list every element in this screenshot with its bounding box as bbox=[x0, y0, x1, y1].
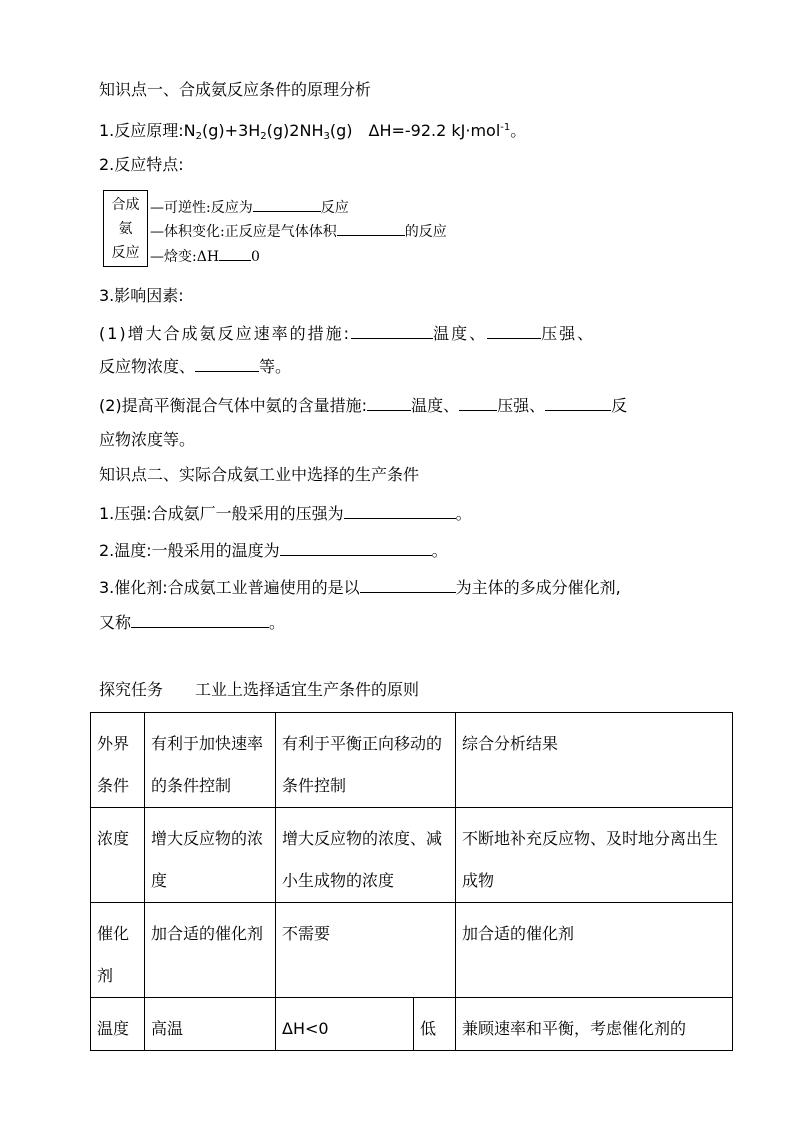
factor-1-line: (1)增大合成氨反应速率的措施: 温度、 压强、 bbox=[99, 324, 596, 343]
table-cell: ΔH<0 bbox=[276, 998, 414, 1051]
fill-blank[interactable] bbox=[545, 395, 611, 411]
fill-blank[interactable] bbox=[360, 577, 456, 593]
fill-blank[interactable] bbox=[219, 245, 251, 261]
fill-blank[interactable] bbox=[131, 612, 269, 628]
table-cell: 兼顾速率和平衡，考虑催化剂的 bbox=[456, 998, 733, 1051]
factor-1-cont: 反应物浓度、 等。 bbox=[99, 357, 292, 376]
table-cell: 增大反应物的浓度、减小生成物的浓度 bbox=[276, 808, 456, 903]
fill-blank[interactable] bbox=[487, 323, 541, 339]
volume-change-line: —体积变化:正反应是气体体积 的反应 bbox=[150, 220, 447, 241]
task-title: 探究任务 工业上选择适宜生产条件的原则 bbox=[99, 680, 420, 699]
header-cell: 综合分析结果 bbox=[456, 713, 733, 808]
table-cell: 浓度 bbox=[91, 808, 145, 903]
box-char: 合成 bbox=[111, 197, 140, 213]
header-cell: 有利于平衡正向移动的条件控制 bbox=[276, 713, 456, 808]
principles-table bbox=[90, 712, 733, 1051]
fill-blank[interactable] bbox=[344, 503, 456, 519]
fill-blank[interactable] bbox=[253, 196, 321, 212]
factor-2-line: (2)提高平衡混合气体中氨的含量措施: 温度、 压强、 反 bbox=[99, 396, 628, 415]
pressure-line: 1.压强:合成氨厂一般采用的压强为 。 bbox=[99, 504, 472, 523]
table-cell: 加合适的催化剂 bbox=[456, 903, 733, 998]
section1-heading: 知识点一、合成氨反应条件的原理分析 bbox=[99, 80, 372, 99]
fill-blank[interactable] bbox=[337, 220, 405, 236]
table-row bbox=[91, 808, 733, 903]
fill-blank[interactable] bbox=[351, 323, 433, 339]
table-header-row bbox=[91, 713, 733, 808]
features-label: 2.反应特点: bbox=[99, 155, 184, 174]
catalyst-line: 3.催化剂:合成氨工业普遍使用的是以 为主体的多成分催化剂, bbox=[99, 578, 621, 597]
reversibility-line: —可逆性:反应为 反应 bbox=[150, 196, 349, 217]
fill-blank[interactable] bbox=[367, 395, 411, 411]
box-char: 氨 bbox=[118, 221, 133, 237]
reaction-principle: 1.反应原理$:N_2(g)+3H_2(g)2NH_3(g)$ ΔH=-92.2 kJ·mol$^{-1}$。 bbox=[99, 121, 527, 142]
ammonia-synthesis-box bbox=[103, 190, 148, 267]
table-cell: 增大反应物的浓度 bbox=[145, 808, 276, 903]
factor-2-cont: 应物浓度等。 bbox=[99, 430, 196, 449]
header-cell: 外界条件 bbox=[91, 713, 145, 808]
fill-blank[interactable] bbox=[195, 356, 259, 372]
fill-blank[interactable] bbox=[280, 540, 432, 556]
table-row bbox=[91, 903, 733, 998]
table-cell: 高温 bbox=[145, 998, 276, 1051]
fill-blank[interactable] bbox=[459, 395, 497, 411]
table-cell: 催化剂 bbox=[91, 903, 145, 998]
table-row bbox=[91, 998, 733, 1051]
catalyst-cont: 又称 。 bbox=[99, 613, 286, 632]
temperature-line: 2.温度:一般采用的温度为 。 bbox=[99, 541, 448, 560]
table-cell: 不断地补充反应物、及时地分离出生成物 bbox=[456, 808, 733, 903]
table-cell: 加合适的催化剂 bbox=[145, 903, 276, 998]
factors-label: 3.影响因素: bbox=[99, 286, 184, 305]
table-cell: 低 bbox=[414, 998, 456, 1051]
header-cell: 有利于加快速率的条件控制 bbox=[145, 713, 276, 808]
box-char: 反应 bbox=[111, 245, 140, 261]
section2-heading: 知识点二、实际合成氨工业中选择的生产条件 bbox=[99, 465, 420, 484]
table-cell: 不需要 bbox=[276, 903, 456, 998]
table-cell: 温度 bbox=[91, 998, 145, 1051]
enthalpy-line: —焓变:ΔH 0 bbox=[150, 245, 260, 266]
